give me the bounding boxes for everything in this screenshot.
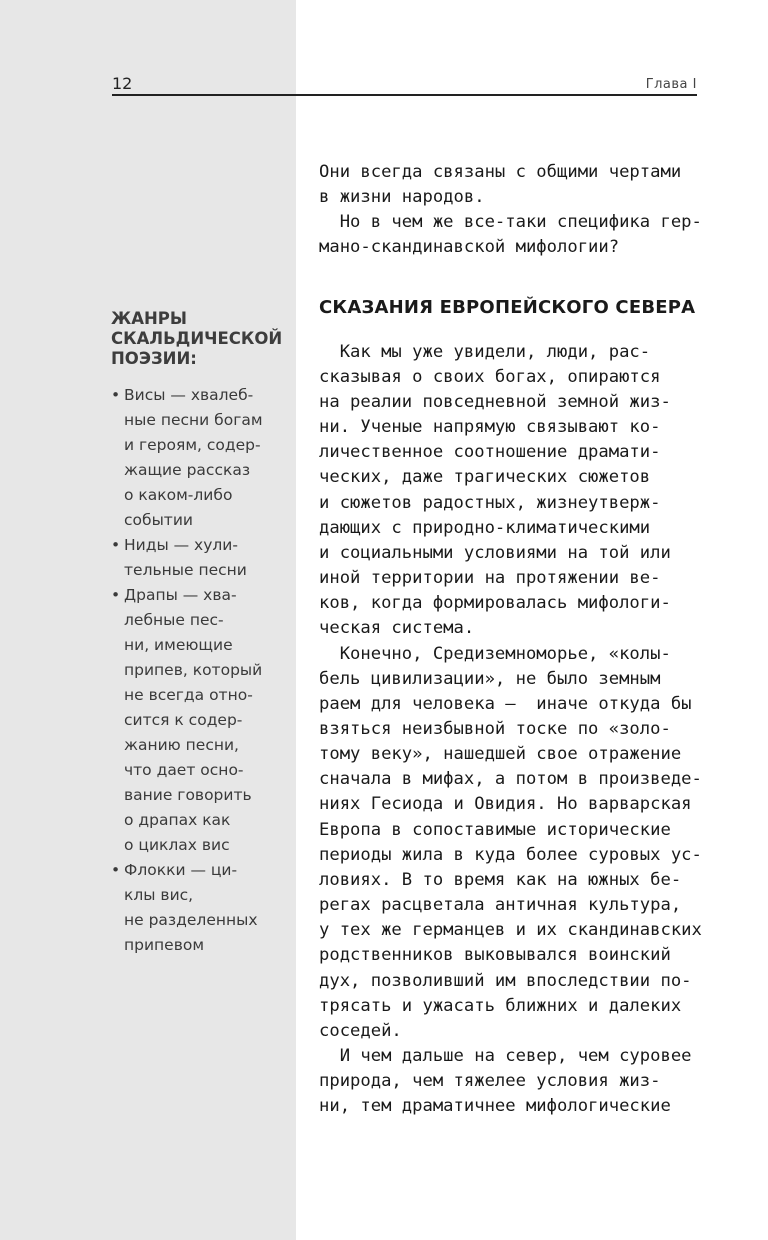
bullet-icon: • [111, 536, 121, 554]
bullet-icon: • [111, 586, 121, 604]
genre-text-line: клы вис, [124, 886, 194, 904]
genre-item-nidy [111, 533, 279, 583]
genre-list [111, 383, 279, 958]
header-rule [112, 94, 697, 96]
genre-text-line: Ниды — хули- [124, 536, 238, 554]
main-text [319, 160, 702, 1119]
text-line: взяться неизбывной тоске по «золо- [319, 718, 671, 739]
genre-text-line: жанию песни, [124, 736, 239, 754]
text-line: природа, чем тяжелее условия жиз- [319, 1071, 661, 1092]
text-line: периоды жила в куда более суровых ус- [319, 844, 702, 865]
text-line: на реалии повседневной земной жиз- [319, 391, 671, 412]
genre-text-line: Висы — хвалеб- [124, 386, 254, 404]
chapter-label: Глава I [645, 77, 697, 92]
text-line: личественное соотношение драмати- [319, 442, 661, 463]
bullet-icon: • [111, 386, 121, 404]
genre-text-line: не всегда отно- [124, 686, 253, 704]
paragraph-2 [319, 642, 702, 1045]
text-line: Европа в сопоставимые исторические [319, 819, 671, 840]
genre-text-line: ни, имеющие [124, 636, 233, 654]
text-line: регах расцветала античная культура, [319, 895, 682, 916]
text-line: Но в чем же все-таки специфика гер- [319, 212, 702, 233]
text-line: тому веку», нашедшей свое отражение [319, 744, 682, 765]
text-line: родственников выковывался воинский [319, 945, 671, 966]
text-line: раем для человека — иначе откуда бы [319, 693, 692, 714]
genre-text-line: сится к содер- [124, 711, 243, 729]
text-line: Конечно, Средиземноморье, «колы- [319, 643, 671, 664]
genre-item-drapy [111, 583, 279, 858]
sidebar-box [111, 309, 283, 958]
genre-item-flokki [111, 858, 279, 958]
text-line: мано-скандинавской мифологии? [319, 237, 620, 258]
text-line: И чем дальше на север, чем суровее [319, 1046, 692, 1066]
text-line: соседей. [319, 1020, 402, 1041]
text-line: дух, позволивший им впоследствии по- [319, 970, 692, 991]
genre-text-line: о каком-либо [124, 486, 233, 504]
sidebar-heading-line: ПОЭЗИИ: [111, 349, 197, 368]
text-line: ческих, даже трагических сюжетов [319, 467, 651, 488]
genre-text-line: Драпы — хва- [124, 586, 237, 604]
genre-text-line: Флокки — ци- [124, 861, 238, 879]
text-line: ловиях. В то время как на южных бе- [319, 869, 682, 890]
text-line: и сюжетов радостных, жизнеутверж- [319, 492, 661, 513]
genre-text-line: о драпах как [124, 811, 231, 829]
genre-text-line: вание говорить [124, 786, 252, 804]
genre-text-line: припевом [124, 936, 205, 954]
genre-text-line: не разделенных [124, 911, 258, 929]
genre-item-visy [111, 383, 279, 533]
genre-text-line: что дает осно- [124, 761, 244, 779]
text-line: сначала в мифах, а потом в произведе- [319, 769, 702, 790]
intro-paragraph [319, 160, 702, 261]
text-line: у тех же германцев и их скандинавских [319, 920, 702, 941]
text-line: ниях Гесиода и Овидия. Но варварская [319, 794, 692, 815]
paragraph-3 [319, 1044, 697, 1119]
genre-text-line: лебные пес- [124, 611, 224, 629]
text-line: Они всегда связаны с общими чертами [319, 162, 682, 182]
genre-text-line: и героям, содер- [124, 436, 261, 454]
text-line: ни, тем драматичнее мифологические [319, 1096, 671, 1117]
text-line: Как мы уже увидели, люди, рас- [319, 341, 651, 362]
bullet-icon: • [111, 861, 121, 879]
text-line: бель цивилизации», не было земным [319, 668, 661, 689]
section-title: СКАЗАНИЯ ЕВРОПЕЙСКОГО СЕВЕРА [319, 296, 696, 318]
text-line: сказывая о своих богах, опираются [319, 366, 661, 387]
genre-text-line: ные песни богам [124, 411, 263, 429]
genre-text-line: тельные песни [124, 561, 247, 579]
genre-text-line: жащие рассказ [124, 461, 251, 479]
text-line: иной территории на протяжении ве- [319, 568, 661, 589]
paragraph-1 [319, 340, 697, 642]
text-line: в жизни народов. [319, 187, 485, 208]
sidebar-heading [111, 309, 283, 369]
text-line: ни. Ученые напрямую связывают ко- [319, 417, 661, 438]
sidebar-heading-line: СКАЛЬДИЧЕСКОЙ [111, 329, 283, 348]
text-line: ков, когда формировалась мифологи- [319, 593, 671, 614]
text-line: и социальными условиями на той или [319, 542, 671, 563]
genre-text-line: о циклах вис [124, 836, 230, 854]
genre-text-line: событии [124, 511, 193, 529]
genre-text-line: припев, который [124, 661, 263, 679]
sidebar-heading-line: ЖАНРЫ [111, 309, 187, 328]
text-line: дающих с природно-климатическими [319, 517, 651, 538]
page-number: 12 [112, 74, 133, 93]
text-line: трясать и ужасать ближних и далеких [319, 995, 682, 1016]
text-line: ческая система. [319, 618, 475, 639]
